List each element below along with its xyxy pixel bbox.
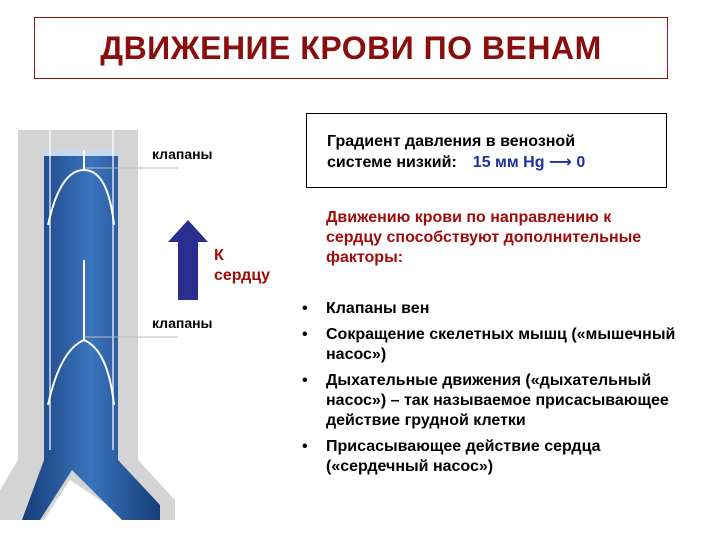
valve-label-bottom: клапаны bbox=[152, 315, 213, 331]
list-item: • Сокращение скелетных мышц («мышечный насос») bbox=[302, 326, 676, 363]
bullet-icon: • bbox=[302, 326, 308, 343]
up-arrow-icon bbox=[168, 220, 208, 300]
list-item: • Клапаны вен bbox=[302, 300, 430, 317]
page-title: ДВИЖЕНИЕ КРОВИ ПО ВЕНАМ bbox=[100, 29, 602, 66]
list-item: • Дыхательные движения («дыхательный насос») – так называемое присасывающее действие грудной клетки bbox=[302, 372, 669, 429]
factors-list bbox=[296, 299, 676, 483]
gradient-box bbox=[306, 113, 667, 188]
factors-intro: Движению крови по направлению к сердцу способствуют дополнительные факторы: bbox=[326, 209, 642, 266]
direction-label bbox=[214, 246, 270, 286]
valve-label-top: клапаны bbox=[152, 146, 213, 162]
direction-line1: К bbox=[214, 247, 224, 264]
gradient-line1: Градиент давления в венозной bbox=[327, 133, 576, 150]
bullet-icon: • bbox=[302, 372, 308, 389]
direction-line2: сердцу bbox=[214, 267, 271, 284]
list-item: • Присасывающее действие сердца («сердечный насос») bbox=[302, 438, 601, 475]
title-box bbox=[34, 17, 668, 79]
gradient-value: 15 мм Hg ⟶ 0 bbox=[472, 154, 586, 171]
vein-illustration bbox=[0, 130, 300, 520]
bullet-icon: • bbox=[302, 438, 308, 455]
gradient-line2: системе низкий: bbox=[327, 154, 457, 171]
bullet-icon: • bbox=[302, 300, 308, 317]
